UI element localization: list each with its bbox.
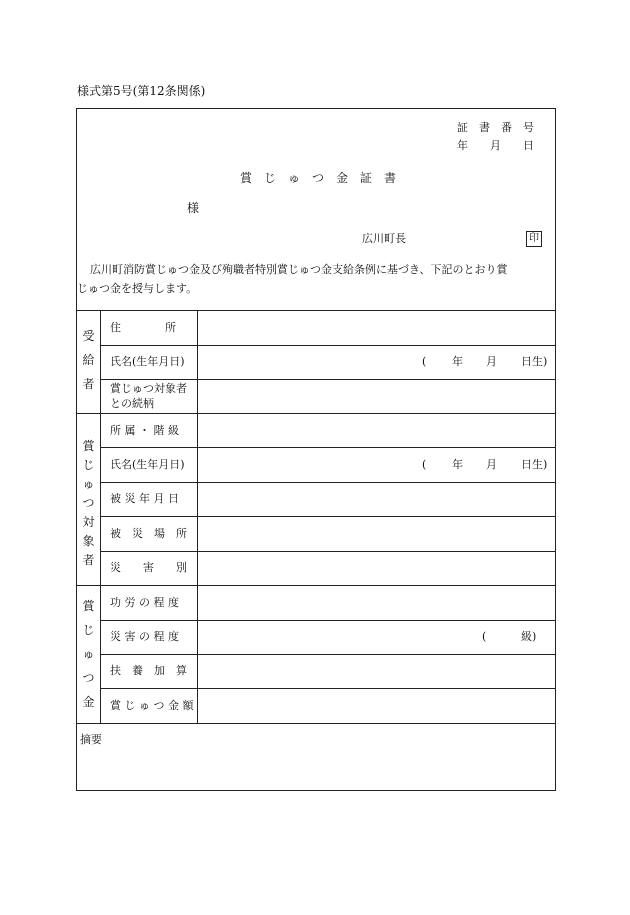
- issue-date-label: 年 月 日: [457, 139, 534, 152]
- birth-day-label: 日生): [521, 355, 548, 368]
- form-heading: 様式第5号(第12条関係): [77, 84, 206, 98]
- subject-birth-day-label: 日生): [521, 458, 548, 471]
- row-award-amount-label: 賞 じ ゅ つ 金 額: [110, 699, 194, 712]
- birth-year-label: 年: [452, 355, 463, 368]
- row-divider: [100, 379, 556, 380]
- row-divider: [100, 345, 556, 346]
- group-divider: [76, 413, 556, 414]
- subject-birth-open-paren: (: [422, 458, 427, 471]
- table-top-line: [76, 310, 556, 311]
- row-divider: [100, 688, 556, 689]
- remarks-label: 摘要: [80, 733, 102, 746]
- row-disaster-degree-label: 災 害 の 程 度: [110, 630, 179, 643]
- certificate-body-line-1: 広川町消防賞じゅつ金及び殉職者特別賞じゅつ金支給条例に基づき、下記のとおり賞: [90, 263, 508, 276]
- group-divider: [76, 585, 556, 586]
- row-merit-degree-label: 功 労 の 程 度: [110, 596, 179, 609]
- row-divider: [100, 551, 556, 552]
- row-divider: [100, 516, 556, 517]
- group-column-line: [100, 310, 101, 723]
- row-dependent-add-label: 扶 養 加 算: [110, 664, 187, 677]
- subject-birth-month-label: 月: [486, 458, 497, 471]
- row-divider: [100, 654, 556, 655]
- certificate-number-label: 証 書 番 号: [457, 121, 534, 134]
- label-column-line: [197, 310, 198, 723]
- group-award: 賞 じ ゅ つ 金: [82, 599, 95, 709]
- row-subject-name-birth-label: 氏名(生年月日): [110, 458, 185, 471]
- row-divider: [100, 620, 556, 621]
- row-name-birth-label: 氏名(生年月日): [110, 355, 185, 368]
- row-disaster-place-label: 被 災 場 所: [110, 527, 187, 540]
- row-affiliation-label: 所 属 ・ 階 級: [110, 424, 179, 437]
- seal-mark: 印: [526, 231, 542, 247]
- subject-birth-year-label: 年: [452, 458, 463, 471]
- table-bottom-line: [76, 723, 556, 724]
- row-relation-label-2: との続柄: [110, 397, 154, 410]
- row-divider: [100, 482, 556, 483]
- certificate-title: 賞 じ ゅ つ 金 証 書: [240, 171, 397, 185]
- grade-open-paren: (: [482, 630, 487, 643]
- issuer-name: 広川町長: [362, 232, 406, 245]
- row-address-label: 住 所: [110, 321, 176, 334]
- row-relation-label-1: 賞じゅつ対象者: [110, 382, 187, 395]
- row-divider: [100, 447, 556, 448]
- group-subject: 賞 じ ゅ つ 対 象 者: [82, 439, 95, 567]
- certificate-body-line-2: じゅつ金を授与します。: [77, 282, 198, 295]
- birth-month-label: 月: [486, 355, 497, 368]
- row-disaster-type-label: 災 害 別: [110, 561, 187, 574]
- birth-open-paren: (: [422, 355, 427, 368]
- row-disaster-date-label: 被 災 年 月 日: [110, 492, 179, 505]
- addressee-suffix: 様: [187, 201, 200, 215]
- grade-label: 級): [521, 630, 537, 643]
- group-recipient: 受 給 者: [82, 329, 95, 391]
